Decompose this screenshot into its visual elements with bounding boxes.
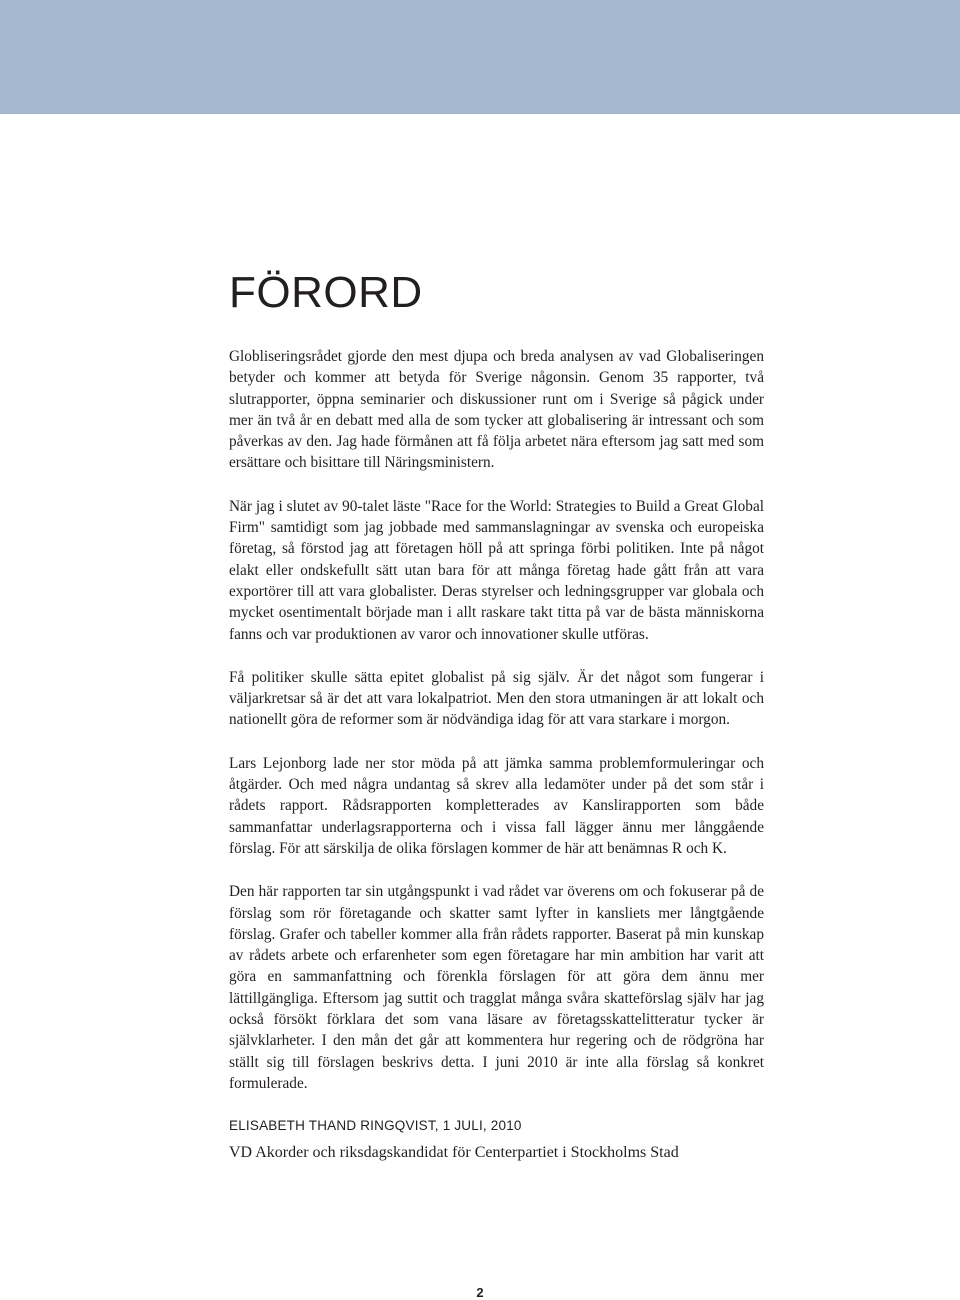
document-body bbox=[229, 262, 764, 1164]
paragraph-2: När jag i slutet av 90-talet läste "Race for the World: Strategies to Build a Great Global Firm" samtidigt som jag jobbade med sammanslagningar av svenska och europeiska företag, så förstod jag att företagen höll på att springa förbi politiken. Inte på något elakt eller ondskefullt sätt utan bara för att många företag hade gått från att vara exportörer till att vara globalister. Deras styrelser och ledningsgrupper var globala och mycket osentimentalt började man i allt raskare takt titta på var de bästa människorna fanns och var produktionen av varor och innovationer skulle utföras. bbox=[229, 497, 764, 643]
page-title: FÖRORD bbox=[229, 268, 423, 317]
paragraph-4: Lars Lejonborg lade ner stor möda på att jämka samma problemformuleringar och åtgärder. Och med några undantag så skrev alla ledamöter under på det som står i rådets rapport. Rådsrapporten kompletterades av Kanslirapporten som både sammanfattar underlagsrapporterna och i vissa fall lägger ännu mer långgående förslag. För att särskilja de olika förslagen kommer de här att benämnas R och K. bbox=[229, 754, 764, 857]
paragraph-5: Den här rapporten tar sin utgångspunkt i vad rådet var överens om och fokuserar på de förslag som rör företagande och skatter samt lyfter in kansliets mer långtgående förslag. Grafer och tabeller kommer alla från rådets rapporter. Baserat på min kunskap av rådets arbete och erfarenheter som egen företagare har min ambition har varit att göra en sammanfattning och förenkla förslagen för att göra dem ännu mer lättillgängliga. Eftersom jag suttit och tragglat många svåra skatteförslag själv har jag också försökt förklara det som vana läsare av företagsskattelitteratur tycker är självklarheter. I den mån det går att kommentera hur regering och de rödgröna har ställt sig till förslagen beskrivs detta. I juni 2010 är inte alla förslag så konkret formulerade. bbox=[229, 883, 764, 1092]
page-number: 2 bbox=[476, 1285, 484, 1300]
signature-role: VD Akorder och riksdagskandidat för Centerpartiet i Stockholms Stad bbox=[229, 1144, 679, 1162]
paragraph-3: Få politiker skulle sätta epitet globalist på sig själv. Är det något som fungerar i väljarkretsar så är det att vara lokalpatriot. Men den stora utmaningen är att lokalt och nationellt göra de reformer som är nödvändiga idag för att vara starkare i morgon. bbox=[229, 668, 764, 729]
signature-name: ELISABETH THAND RINGQVIST, 1 JULI, 2010 bbox=[229, 1118, 522, 1134]
paragraph-1: Globliseringsrådet gjorde den mest djupa och breda analysen av vad Globaliseringen betyder och kommer att betyda för Sverige någonsin. Genom 35 rapporter, två slutrapporter, öppna seminarier och diskussioner runt om i Sverige så pågick under mer än två år en debatt med alla de som tycker att globalisering är intressant och som påverkas av den. Jag hade förmånen att få följa arbetet nära eftersom jag satt med som ersättare och bisittare till Näringsministern. bbox=[229, 348, 764, 472]
header-band bbox=[0, 0, 960, 114]
